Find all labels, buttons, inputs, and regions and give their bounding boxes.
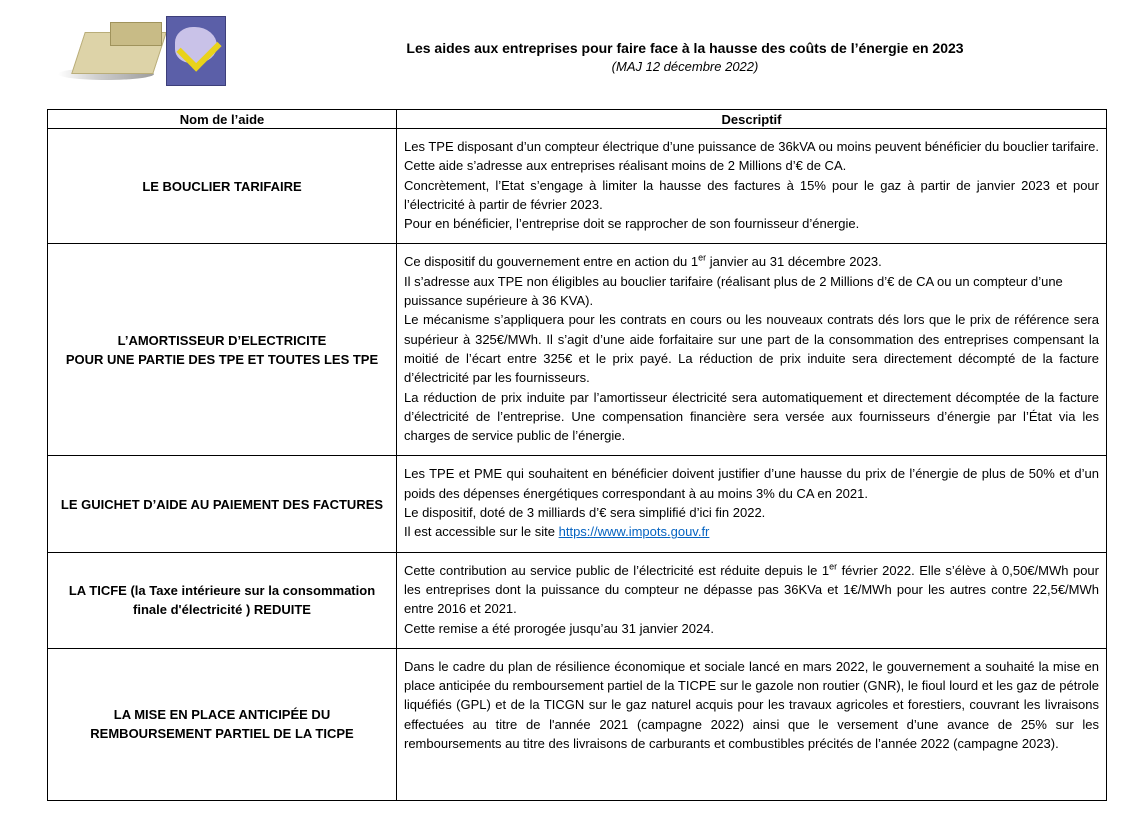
aide-name: LA TICFE (la Taxe intérieure sur la consommation — [68, 583, 376, 599]
page-subtitle: (MAJ 12 décembre 2022) — [611, 59, 759, 74]
aide-name: LA MISE EN PLACE ANTICIPÉE DU — [113, 707, 331, 723]
description-paragraph — [404, 522, 1099, 541]
aide-name-cell — [48, 552, 397, 648]
description-paragraph: Cette remise a été prorogée jusqu’au 31 janvier 2024. — [404, 620, 715, 636]
aide-name: REMBOURSEMENT PARTIEL DE LA TICPE — [90, 726, 354, 742]
aide-name-cell — [48, 648, 397, 800]
aide-name-cell — [48, 129, 397, 244]
logos — [52, 14, 227, 86]
aides-table — [47, 109, 1107, 801]
description-text: janvier au 31 décembre 2023. — [706, 254, 882, 270]
table-row — [48, 648, 1107, 800]
description-paragraph: Le mécanisme s’appliquera pour les contrats en cours ou les nouveaux contrats dés lors que le prix de référence sera supérieur à 325€/MWh. Il s’agit d’une aide forfaitaire sur une part de la consommation des entreprises compensant la moitié de l’écart entre 325€ et le prix payé. La réduction de prix induite sera directement décompté de la facture d’électricité par les fournisseurs. — [404, 312, 1099, 386]
ordinal-superscript: er — [698, 253, 707, 264]
logo-roof — [110, 22, 162, 46]
aide-name-cell — [48, 456, 397, 552]
column-header-descriptif: Descriptif — [397, 110, 1107, 129]
aide-name: finale d'électricité ) REDUITE — [133, 602, 311, 618]
description-text: Ce dispositif du gouvernement entre en action du 1 — [404, 254, 699, 270]
description-paragraph: Le dispositif, doté de 3 milliards d’€ sera simplifié d’ici fin 2022. — [404, 505, 766, 521]
aide-description-cell — [397, 129, 1107, 244]
aide-name: POUR UNE PARTIE DES TPE ET TOUTES LES TPE — [65, 351, 379, 367]
description-paragraph: La réduction de prix induite par l’amortisseur électricité sera automatiquement et directement décomptée de la facture d’électricité de l’entreprise. Une compensation financière sera versée aux fournisseurs d’énergie par l’État via les charges de service public de l’énergie. — [404, 389, 1099, 444]
aide-description-cell — [397, 456, 1107, 552]
aide-name-cell — [48, 244, 397, 456]
description-paragraph: Dans le cadre du plan de résilience économique et sociale lancé en mars 2022, le gouvernement a souhaité la mise en place anticipée du remboursement partiel de la TICPE sur le gazole non routier (GNR), le fioul lourd et les gaz de pétrole liquéfiés (GPL) et de la TICGN sur le gaz naturel acquis pour les travaux agricoles et forestiers, couvrant les livraisons effectuées au titre de l'année 2021 (campagne 2022) ainsi que le versement d’une avance de 25% sur les remboursements au titre des livraisons de carburants et combustibles précités de l’année 2022 (campagne 2023). — [404, 658, 1099, 752]
table-header-row — [48, 110, 1107, 129]
communaute-communes-logo — [52, 14, 164, 86]
document-header — [228, 40, 1141, 74]
description-text: février 2022. Elle s’élève à 0,50€/MWh pour les entreprises dont la puissance du compteur ne dépasse pas 36KVa et 1€/MWh pour les autres contre 22,5€/MWh entre 2016 et 2021. — [404, 562, 1099, 617]
description-paragraph: Les TPE et PME qui souhaitent en bénéficier doivent justifier d’une hausse du prix de l’énergie de plus de 50% et d’un poids des dépenses énergétiques correspondant à au moins 3% du CA en 2021. — [404, 466, 1099, 501]
ordinal-superscript: er — [829, 561, 838, 572]
page-title: Les aides aux entreprises pour faire face à la hausse des coûts de l’énergie en 2023 — [406, 40, 964, 56]
aide-description-cell — [397, 244, 1107, 456]
description-paragraph: Pour en bénéficier, l’entreprise doit se rapprocher de son fournisseur d’énergie. — [404, 216, 860, 232]
vallee-logo — [166, 16, 226, 86]
column-header-name: Nom de l’aide — [48, 110, 397, 129]
aide-name: L’AMORTISSEUR D’ELECTRICITE — [117, 332, 327, 348]
description-paragraph: Il s’adresse aux TPE non éligibles au bouclier tarifaire (réalisant plus de 2 Millions d’€ de CA ou un compteur d’une puissance supérieure à 36 KVA). — [404, 273, 1063, 309]
aide-name: LE BOUCLIER TARIFAIRE — [142, 178, 302, 194]
description-text: Il est accessible sur le site — [404, 524, 559, 540]
description-paragraph — [404, 252, 1099, 271]
description-paragraph: Concrètement, l’Etat s’engage à limiter la hausse des factures à 15% pour le gaz à partir de janvier 2023 et pour l’électricité à partir de février 2023. — [404, 177, 1099, 212]
table-row — [48, 129, 1107, 244]
description-text: Cette contribution au service public de l’électricité est réduite depuis le 1 — [404, 562, 830, 578]
table-row — [48, 244, 1107, 456]
aide-name: LE GUICHET D’AIDE AU PAIEMENT DES FACTURES — [60, 496, 384, 512]
table-row — [48, 456, 1107, 552]
aide-description-cell — [397, 552, 1107, 648]
impots-gouv-link[interactable]: https://www.impots.gouv.fr — [558, 524, 710, 540]
aide-description-cell — [397, 648, 1107, 800]
description-paragraph: Les TPE disposant d’un compteur électrique d’une puissance de 36kVA ou moins peuvent bénéficier du bouclier tarifaire. Cette aide s’adresse aux entreprises réalisant moins de 2 Millions d’€ de CA. — [404, 139, 1099, 174]
table-row — [48, 552, 1107, 648]
description-paragraph — [404, 561, 1099, 619]
